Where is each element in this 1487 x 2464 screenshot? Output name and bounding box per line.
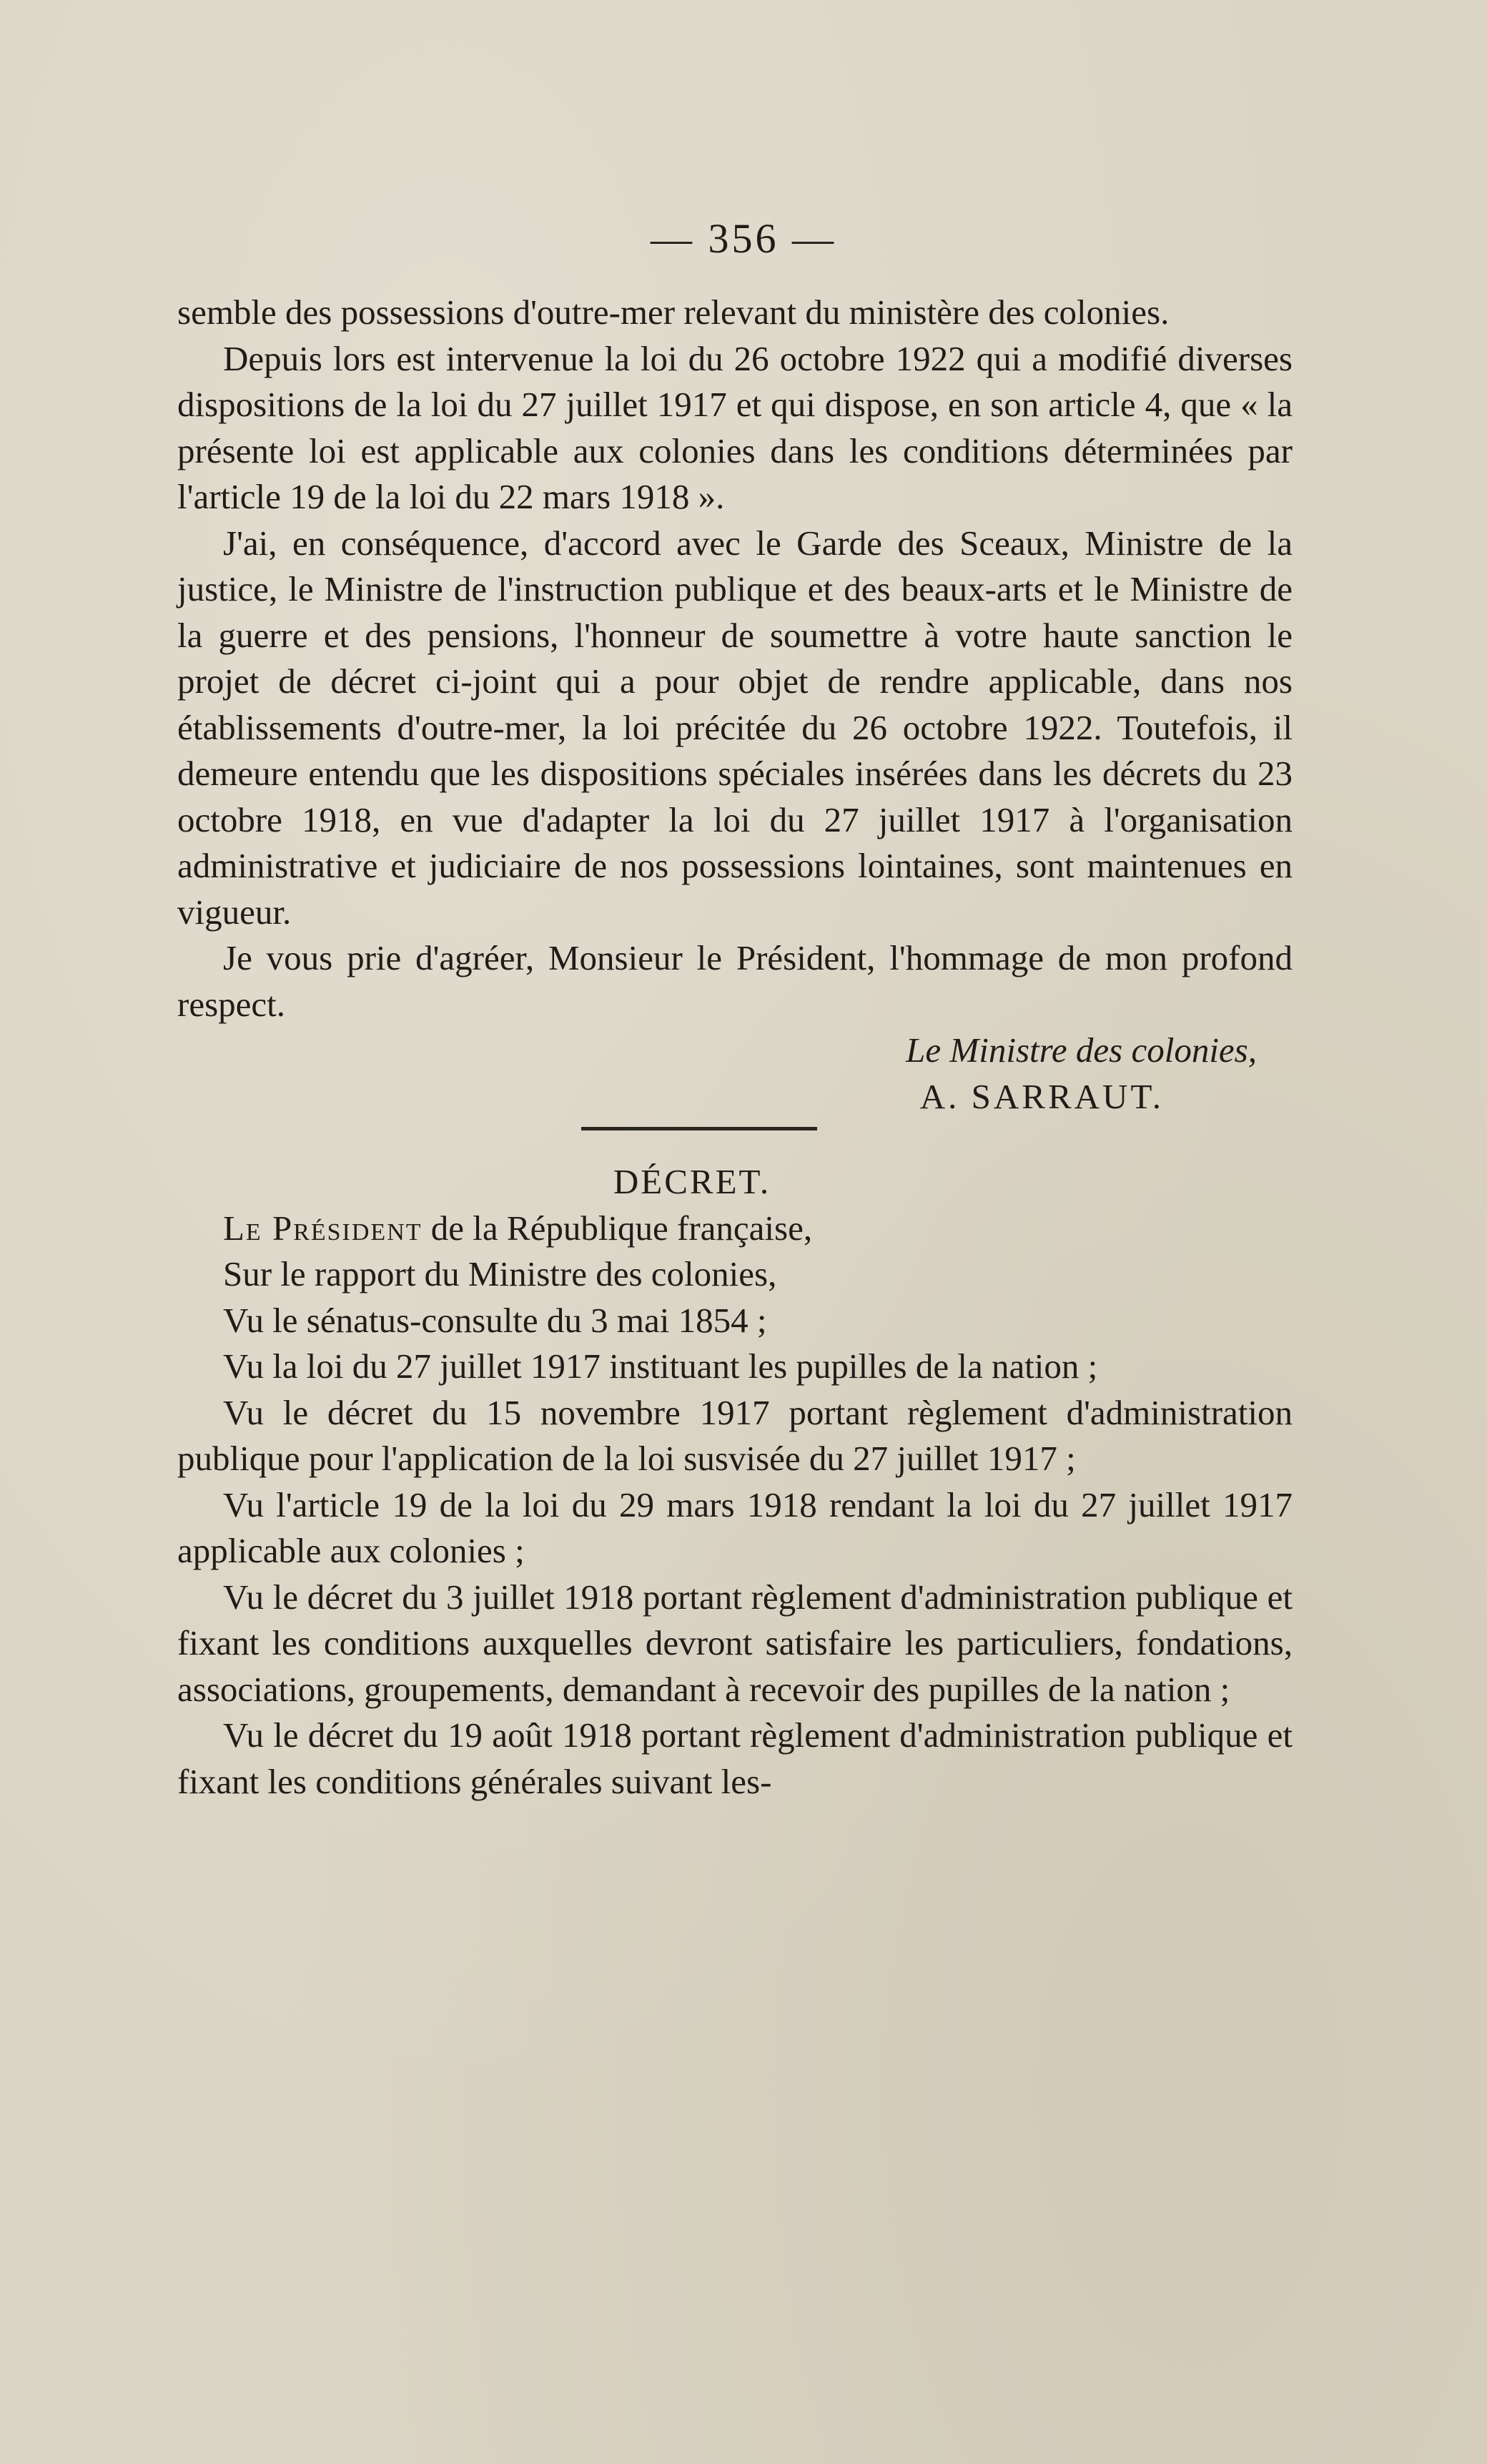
signature-name: A. SARRAUT. bbox=[919, 1076, 1164, 1116]
president-label: Le Président bbox=[223, 1208, 423, 1248]
paragraph-continuation: semble des possessions d'outre-mer relevant du ministère des colonies. bbox=[177, 292, 1170, 332]
paragraph-closing: Je vous prie d'agréer, Monsieur le Président, l'hommage de mon profond respect. bbox=[177, 938, 1293, 1024]
body-text bbox=[177, 290, 1293, 1805]
president-rest: de la République française, bbox=[422, 1208, 813, 1248]
decree-line: Vu le décret du 19 août 1918 portant règlement d'administration publique et fixant les conditions générales suivant les- bbox=[177, 1715, 1293, 1801]
decree-heading: DÉCRET. bbox=[613, 1162, 771, 1201]
decree-president-line bbox=[177, 1206, 1293, 1252]
decree-line: Vu la loi du 27 juillet 1917 instituant les pupilles de la nation ; bbox=[223, 1346, 1098, 1386]
page-number: — 356 — bbox=[651, 215, 836, 262]
paragraph-loi-1922: Depuis lors est intervenue la loi du 26 octobre 1922 qui a modifié diverses dispositions de la loi du 27 juillet 1917 et qui dispose, en son article 4, que « la présente loi est applicable aux colonies dans les conditions déterminées par l'article 19 de la loi du 22 mars 1918 ». bbox=[177, 338, 1293, 516]
section-divider bbox=[581, 1127, 817, 1130]
decree-line: Vu l'article 19 de la loi du 29 mars 1918 rendant la loi du 27 juillet 1917 applicable aux colonies ; bbox=[177, 1484, 1293, 1570]
signature-title: Le Ministre des colonies, bbox=[906, 1030, 1257, 1070]
decree-line: Vu le sénatus-consulte du 3 mai 1854 ; bbox=[223, 1300, 767, 1340]
decree-line: Vu le décret du 3 juillet 1918 portant règlement d'administration publique et fixant les conditions auxquelles devront satisfaire les particuliers, fondations, associations, groupements, demandant à recevoir des pupilles de la nation ; bbox=[177, 1577, 1293, 1709]
decree-line: Vu le décret du 15 novembre 1917 portant règlement d'administration publique pour l'application de la loi susvisée du 27 juillet 1917 ; bbox=[177, 1392, 1293, 1478]
decree-line: Sur le rapport du Ministre des colonies, bbox=[223, 1254, 777, 1293]
paragraph-projet-decret: J'ai, en conséquence, d'accord avec le Garde des Sceaux, Ministre de la justice, le Ministre de l'instruction publique et des beaux-arts et le Ministre de la guerre et des pensions, l'honneur de soumettre à votre haute sanction le projet de décret ci-joint qui a pour objet de rendre applicable, dans nos établissements d'outre-mer, la loi précitée du 26 octobre 1922. Toutefois, il demeure entendu que les dispositions spéciales insérées dans les décrets du 23 octobre 1918, en vue d'adapter la loi du 27 juillet 1917 à l'organisation administrative et judiciaire de nos possessions lointaines, sont maintenues en vigueur. bbox=[177, 523, 1293, 932]
